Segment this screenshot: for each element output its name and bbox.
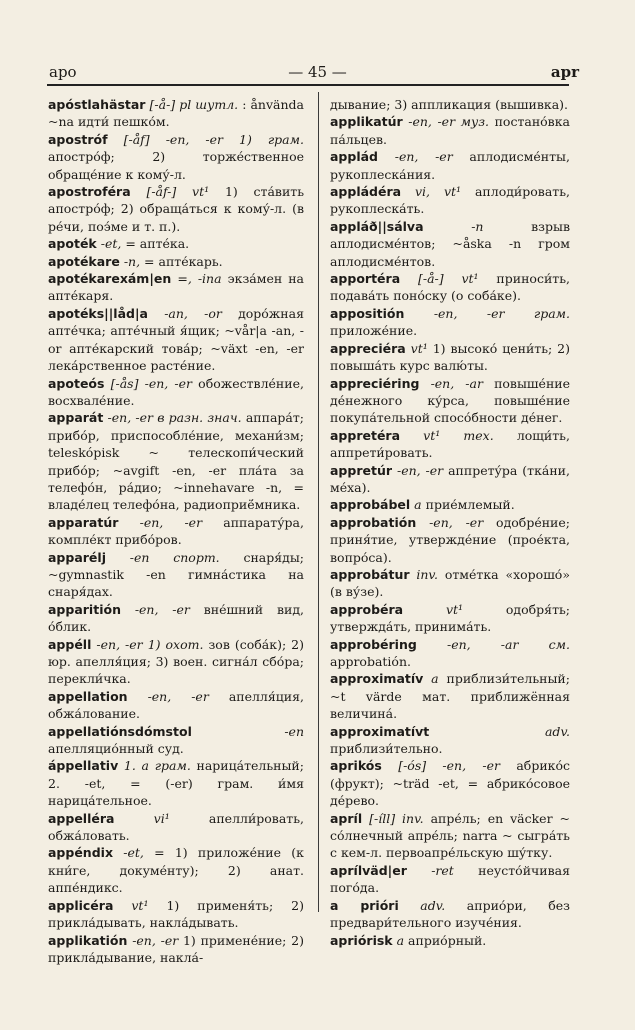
headword: áppellativ xyxy=(48,758,119,774)
headword: apostroféra xyxy=(48,184,131,200)
grammar-info: a xyxy=(414,497,422,513)
dictionary-entry xyxy=(48,688,304,723)
headword: a prióri xyxy=(330,897,399,913)
grammar-info: vi¹ xyxy=(153,810,170,826)
definition: повыше́ние де́нежного ку́рса, повыше́ние покупа́тельной спосо́бности де́нег. xyxy=(330,375,570,426)
dictionary-entry xyxy=(48,270,304,305)
dictionary-entry xyxy=(48,409,304,513)
definition: 1) применя́ть; 2) прикла́дывать, накла́дывать. xyxy=(48,897,305,931)
grammar-info: -en, -ar xyxy=(446,636,519,652)
definition: априо́рный. xyxy=(408,932,487,948)
headword: appládéra xyxy=(330,184,402,200)
headword: approbábel xyxy=(330,497,411,513)
dictionary-entry xyxy=(48,636,304,688)
grammar-info: -en, -er xyxy=(132,932,179,948)
dictionary-entry xyxy=(48,305,304,375)
usage-label: спорт. xyxy=(173,549,220,565)
dictionary-entry xyxy=(330,723,570,758)
dictionary-entry xyxy=(330,670,570,722)
dictionary-entry xyxy=(48,235,304,252)
dictionary-entry xyxy=(48,96,304,131)
definition: = апте́ка. xyxy=(125,236,190,252)
dictionary-entry xyxy=(330,810,570,862)
headword: apotéks||låd|a xyxy=(48,305,148,321)
dictionary-entry xyxy=(48,810,304,845)
definition: апостро́ф; 2) торже́ственное обраще́ние к кому́-л. xyxy=(48,149,304,182)
grammar-info: -en, -er xyxy=(429,514,484,530)
usage-label: грам. xyxy=(533,305,570,321)
definition: приблизи́тельный; ~t värde мат. приближённая величина́. xyxy=(330,671,570,722)
definition: экза́мен на апте́каря. xyxy=(48,271,305,304)
grammar-info: a xyxy=(396,932,405,948)
headword: apriórisk xyxy=(330,932,393,948)
usage-label: см. xyxy=(548,636,570,652)
dictionary-entry xyxy=(330,897,570,932)
definition: одобря́ть; утвержда́ть, принима́ть. xyxy=(330,601,570,635)
headword: appláð||sálva xyxy=(330,218,424,234)
definition: 1) ста́вить апостро́ф; 2) обраща́ться к кому́-л. (в ре́чи, поэ́ме и т. п.). xyxy=(48,184,304,234)
dictionary-entry xyxy=(330,757,570,809)
dictionary-entry xyxy=(330,113,570,148)
definition: дывание; 3) аппликация (вышивка). xyxy=(330,97,569,112)
dictionary-entry xyxy=(48,183,304,235)
definition: приноси́ть, подава́ть поно́ску (о соба́ке). xyxy=(330,271,570,304)
grammar-info: vt¹ xyxy=(410,340,428,356)
usage-label: грам. xyxy=(154,758,191,774)
dictionary-entry xyxy=(48,723,304,758)
dictionary-entry xyxy=(48,514,304,549)
dictionary-entry xyxy=(48,601,304,636)
dictionary-entry xyxy=(330,601,570,636)
definition: approbatión. xyxy=(330,654,411,669)
right-guide-word: apr xyxy=(550,63,579,81)
headword: appretúr xyxy=(330,462,393,478)
headword: approbátur xyxy=(330,566,410,582)
usage-label: 1) охот. xyxy=(147,636,204,652)
headword: approximatív xyxy=(330,671,424,687)
column-divider xyxy=(318,92,319,912)
grammar-info: [-å-] pl xyxy=(149,97,192,112)
grammar-info: vi, vt¹ xyxy=(415,184,462,200)
grammar-info: -ret xyxy=(431,862,454,878)
dictionary-entry xyxy=(48,131,304,183)
headword: appéndix xyxy=(48,845,114,861)
dictionary-entry xyxy=(330,427,570,462)
dictionary-entry xyxy=(330,183,570,218)
definition: апелли́ровать, обжа́ловать. xyxy=(48,810,304,844)
definition: зов (соба́к); 2) юр. апелля́ция; 3) воен. сигна́л сбо́ра; перекли́чка. xyxy=(48,636,304,687)
headword: appretéra xyxy=(330,427,401,443)
grammar-info: -et, xyxy=(100,236,122,252)
usage-label: в разн. знач. xyxy=(157,410,242,426)
definition: апре́ль; en väcker ~ со́лнечный апре́ль; narra ~ сыгра́ть с кем-л. первоапре́льскую шу́тку. xyxy=(330,810,570,861)
headword: apparélj xyxy=(48,549,106,565)
headword: aprílväd|er xyxy=(330,862,407,878)
definition: постано́вка па́льцев. xyxy=(330,114,570,147)
dictionary-entry xyxy=(48,932,304,967)
grammar-info: -n, xyxy=(123,253,141,269)
headword: approbatión xyxy=(330,514,417,530)
definition: апелляцио́нный суд. xyxy=(48,741,184,757)
definition: аппара́т; прибо́р, приспособле́ние, механи́зм; teleskópisk ~ телескопи́ческий прибо́р; ~avgift -en, -er пла́та за телефо́н, ра́дио; ~innehavare -n, = владе́лец телефо́на, радиоприё́мника. xyxy=(48,410,304,513)
definition: нарица́тельный; 2. -et, = (-er) грам. и́мя нарица́тельное. xyxy=(48,758,304,809)
headword: apoteós xyxy=(48,375,105,391)
headword: approximatívt xyxy=(330,723,430,739)
headword: appositión xyxy=(330,305,405,321)
grammar-info: -en xyxy=(129,549,150,565)
grammar-info: -en, -er xyxy=(433,305,505,321)
dictionary-entry xyxy=(48,253,304,270)
grammar-info: -en xyxy=(284,723,304,739)
definition: априо́ри, без предвари́тельного изуче́ния. xyxy=(330,897,570,931)
headword: applikatúr xyxy=(330,114,403,130)
headword: apparitión xyxy=(48,601,121,617)
grammar-info: vt¹ xyxy=(445,601,464,617)
grammar-info: -et, = xyxy=(123,845,165,861)
definition: : ånvända ~na идти́ пешко́м. xyxy=(48,97,304,130)
definition: приложе́ние. xyxy=(330,323,418,339)
usage-label: шутл. xyxy=(195,97,239,112)
headword: appelléra xyxy=(48,810,115,826)
grammar-info: -en, -er xyxy=(134,601,190,617)
header-rule xyxy=(47,84,569,86)
dictionary-entry xyxy=(330,375,570,427)
headword: applád xyxy=(330,149,378,165)
definition: 1) высоко́ цени́ть; 2) повыша́ть курс валю́ты. xyxy=(330,340,570,374)
dictionary-entry xyxy=(330,148,570,183)
definition: = апте́карь. xyxy=(144,253,223,269)
grammar-info: =, -ina xyxy=(177,271,222,287)
definition: аплодисме́нты, рукоплеска́ния. xyxy=(330,149,570,182)
grammar-info: -en, -er xyxy=(107,410,153,426)
headword: appéll xyxy=(48,636,92,652)
grammar-info: [-å-] vt¹ xyxy=(417,271,479,287)
dictionary-entry xyxy=(330,566,570,601)
definition: вне́шний вид, о́блик. xyxy=(48,601,304,635)
grammar-info: -en, -er xyxy=(139,514,203,530)
dictionary-entry xyxy=(48,375,304,410)
dictionary-entry xyxy=(48,844,304,896)
definition: взрыв аплодисме́нтов; ~åska -n гром аплодисме́нтов. xyxy=(330,218,570,269)
headword: apríl xyxy=(330,810,363,826)
dictionary-entry xyxy=(330,218,570,270)
definition: 1) приложе́ние (к кни́ге, докуме́нту); 2) анат. аппе́ндикс. xyxy=(48,845,304,896)
headword: appellation xyxy=(48,688,128,704)
definition: приблизи́тельно. xyxy=(330,741,443,757)
definition: аппарату́ра, компле́кт прибо́ров. xyxy=(48,514,304,548)
page-number: — 45 — xyxy=(288,63,347,81)
dictionary-entry xyxy=(330,462,570,497)
dictionary-entry xyxy=(330,270,570,305)
dictionary-entry xyxy=(330,496,570,513)
right-column xyxy=(330,96,570,949)
grammar-info: -en, -ar xyxy=(430,375,483,391)
headword: appreciéra xyxy=(330,340,406,356)
dictionary-entry xyxy=(48,897,304,932)
grammar-info: inv. xyxy=(416,566,438,582)
headword: appellatiónsdómstol xyxy=(48,723,192,739)
definition: прие́млемый. xyxy=(425,497,515,513)
left-column xyxy=(48,96,304,966)
definition: лощи́ть, аппрети́ровать. xyxy=(330,427,570,461)
grammar-info: -an, -or xyxy=(164,305,222,321)
grammar-info: 1. a xyxy=(123,758,149,774)
dictionary-entry xyxy=(330,96,570,113)
headword: applikatión xyxy=(48,932,128,948)
grammar-info: [-åf-] vt¹ xyxy=(146,184,210,200)
definition: 1) примене́ние; 2) прикла́дывание, накла́- xyxy=(48,932,304,965)
definition: обожествле́ние, восхвале́ние. xyxy=(48,375,304,408)
headword: apotékare xyxy=(48,253,120,269)
definition: абрико́с (фрукт); ~träd -et, = абрико́совое де́рево. xyxy=(330,758,571,809)
grammar-info: [-ås] -en, -er xyxy=(110,375,193,391)
grammar-info: -en, -er xyxy=(408,114,456,130)
grammar-info: -en, -er xyxy=(394,149,453,165)
grammar-info: -en, -er xyxy=(396,462,444,478)
grammar-info: [-íll] inv. xyxy=(369,810,424,826)
definition: апелля́ция, обжа́лование. xyxy=(48,688,304,722)
headword: aprikós xyxy=(330,758,382,774)
definition: снаря́ды; ~gymnastik -en гимна́стика на снаря́дах. xyxy=(48,549,304,600)
definition: неусто́йчивая пого́да. xyxy=(330,862,570,896)
headword: apostróf xyxy=(48,131,108,147)
grammar-info: adv. xyxy=(420,897,446,913)
headword: apparát xyxy=(48,410,104,426)
definition: аплоди́ровать, рукоплеска́ть. xyxy=(330,184,570,217)
headword: approbéring xyxy=(330,636,417,652)
grammar-info: -n xyxy=(471,218,484,234)
left-guide-word: apo xyxy=(49,63,77,81)
headword: approbéra xyxy=(330,601,404,617)
grammar-info: vt¹ xyxy=(423,427,441,443)
grammar-info: [-åf] -en, -er xyxy=(123,131,223,147)
dictionary-entry xyxy=(330,636,570,671)
headword: apotékarexám|en xyxy=(48,271,172,287)
headword: apoték xyxy=(48,236,97,252)
usage-label: тех. xyxy=(463,427,494,443)
definition: отме́тка «хорошо́» (в ву́зе). xyxy=(330,566,570,600)
grammar-info: vt¹ xyxy=(131,897,149,913)
grammar-info: a xyxy=(431,671,439,687)
definition: аппрету́ра (тка́ни, ме́ха). xyxy=(330,462,570,495)
headword: applicéra xyxy=(48,897,114,913)
headword: apportéra xyxy=(330,271,401,287)
dictionary-entry xyxy=(48,757,304,809)
grammar-info: adv. xyxy=(544,723,570,739)
dictionary-entry xyxy=(330,514,570,566)
dictionary-entry xyxy=(48,549,304,601)
dictionary-entry xyxy=(330,305,570,340)
grammar-info: [-ós] -en, -er xyxy=(398,758,501,774)
definition: одобре́ние; приня́тие, утвержде́ние (прое́кта, вопро́са). xyxy=(330,514,570,565)
headword: appreciéring xyxy=(330,375,420,391)
dictionary-entry xyxy=(330,932,570,949)
headword: apparatúr xyxy=(48,514,119,530)
dictionary-entry xyxy=(330,862,570,897)
usage-label: 1) грам. xyxy=(239,131,304,147)
dictionary-entry xyxy=(330,340,570,375)
grammar-info: -en, -er xyxy=(96,636,143,652)
usage-label: муз. xyxy=(460,114,490,130)
headword: apóstlahästar xyxy=(48,97,146,112)
grammar-info: -en, -er xyxy=(147,688,209,704)
definition: доро́жная апте́чка; апте́чный я́щик; ~vår|a -an, -or апте́карский това́р; ~växt -en, -er лека́рственное расте́ние. xyxy=(48,305,304,374)
